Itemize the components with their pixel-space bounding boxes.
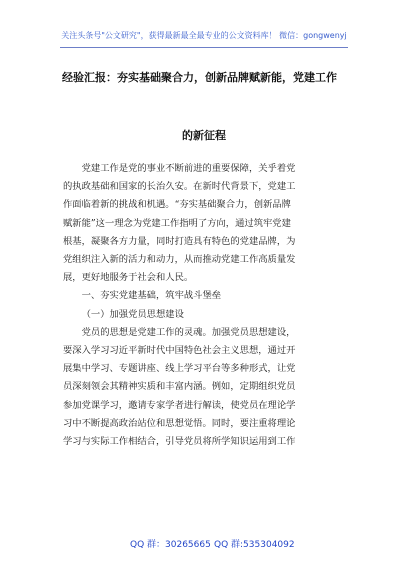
intro-paragraph [63, 160, 353, 287]
paragraph-line: 学习与实际工作相结合，引导党员将所学知识运用到工作 [63, 436, 296, 448]
paragraph-line: 展，更好地服务于社会和人民。 [63, 272, 194, 284]
paragraph-line: 党员的思想是党建工作的灵魂。加强党员思想建设， [81, 326, 296, 338]
header-divider [60, 47, 348, 48]
footer-qq-group-1: QQ 群：30265665 [130, 540, 211, 550]
subsection-heading: （一）加强党员思想建设 [81, 308, 184, 320]
paragraph-line: 赋新能”这一理念为党建工作指明了方向，通过筑牢党建 [63, 217, 291, 229]
paragraph-line: 要深入学习习近平新时代中国特色社会主义思想，通过开 [63, 345, 296, 357]
paragraph-line: 的执政基础和国家的长治久安。在新时代背景下，党建工 [63, 181, 296, 193]
paragraph-line: 党组织注入新的活力和动力，从而推动党建工作高质量发 [63, 254, 296, 266]
paragraph-line: 作面临着新的挑战和机遇。“夯实基础聚合力，创新品牌 [63, 199, 291, 211]
document-title-line-2: 的新征程 [182, 129, 226, 142]
paragraph-line: 员深刻领会其精神实质和丰富内涵。例如，定期组织党员 [63, 381, 296, 393]
page-footer [0, 537, 408, 551]
paragraph-line: 党建工作是党的事业不断前进的重要保障，关乎着党 [81, 163, 296, 174]
document-body [63, 160, 353, 451]
paragraph-line: 根基，凝聚各方力量，同时打造具有特色的党建品牌，为 [63, 235, 296, 247]
paragraph-line: 习中不断提高政治站位和思想觉悟。同时，要注重将理论 [63, 417, 296, 429]
body-paragraph [63, 324, 353, 451]
document-title-line-1: 经验汇报：夯实基础聚合力，创新品牌赋新能，党建工作 [62, 71, 337, 84]
section-heading: 一、夯实党建基础，筑牢战斗堡垒 [81, 290, 222, 302]
paragraph-line: 展集中学习、专题讲座、线上学习平台等多种形式，让党 [63, 363, 296, 375]
paragraph-line: 参加党课学习，邀请专家学者进行解读，使党员在理论学 [63, 399, 296, 411]
header-banner: 关注头条号"公文研究"，获得最新最全最专业的公文资料库！ 微信：gongwenyj [61, 31, 347, 40]
footer-qq-group-2: QQ 群:535304092 [214, 540, 295, 550]
